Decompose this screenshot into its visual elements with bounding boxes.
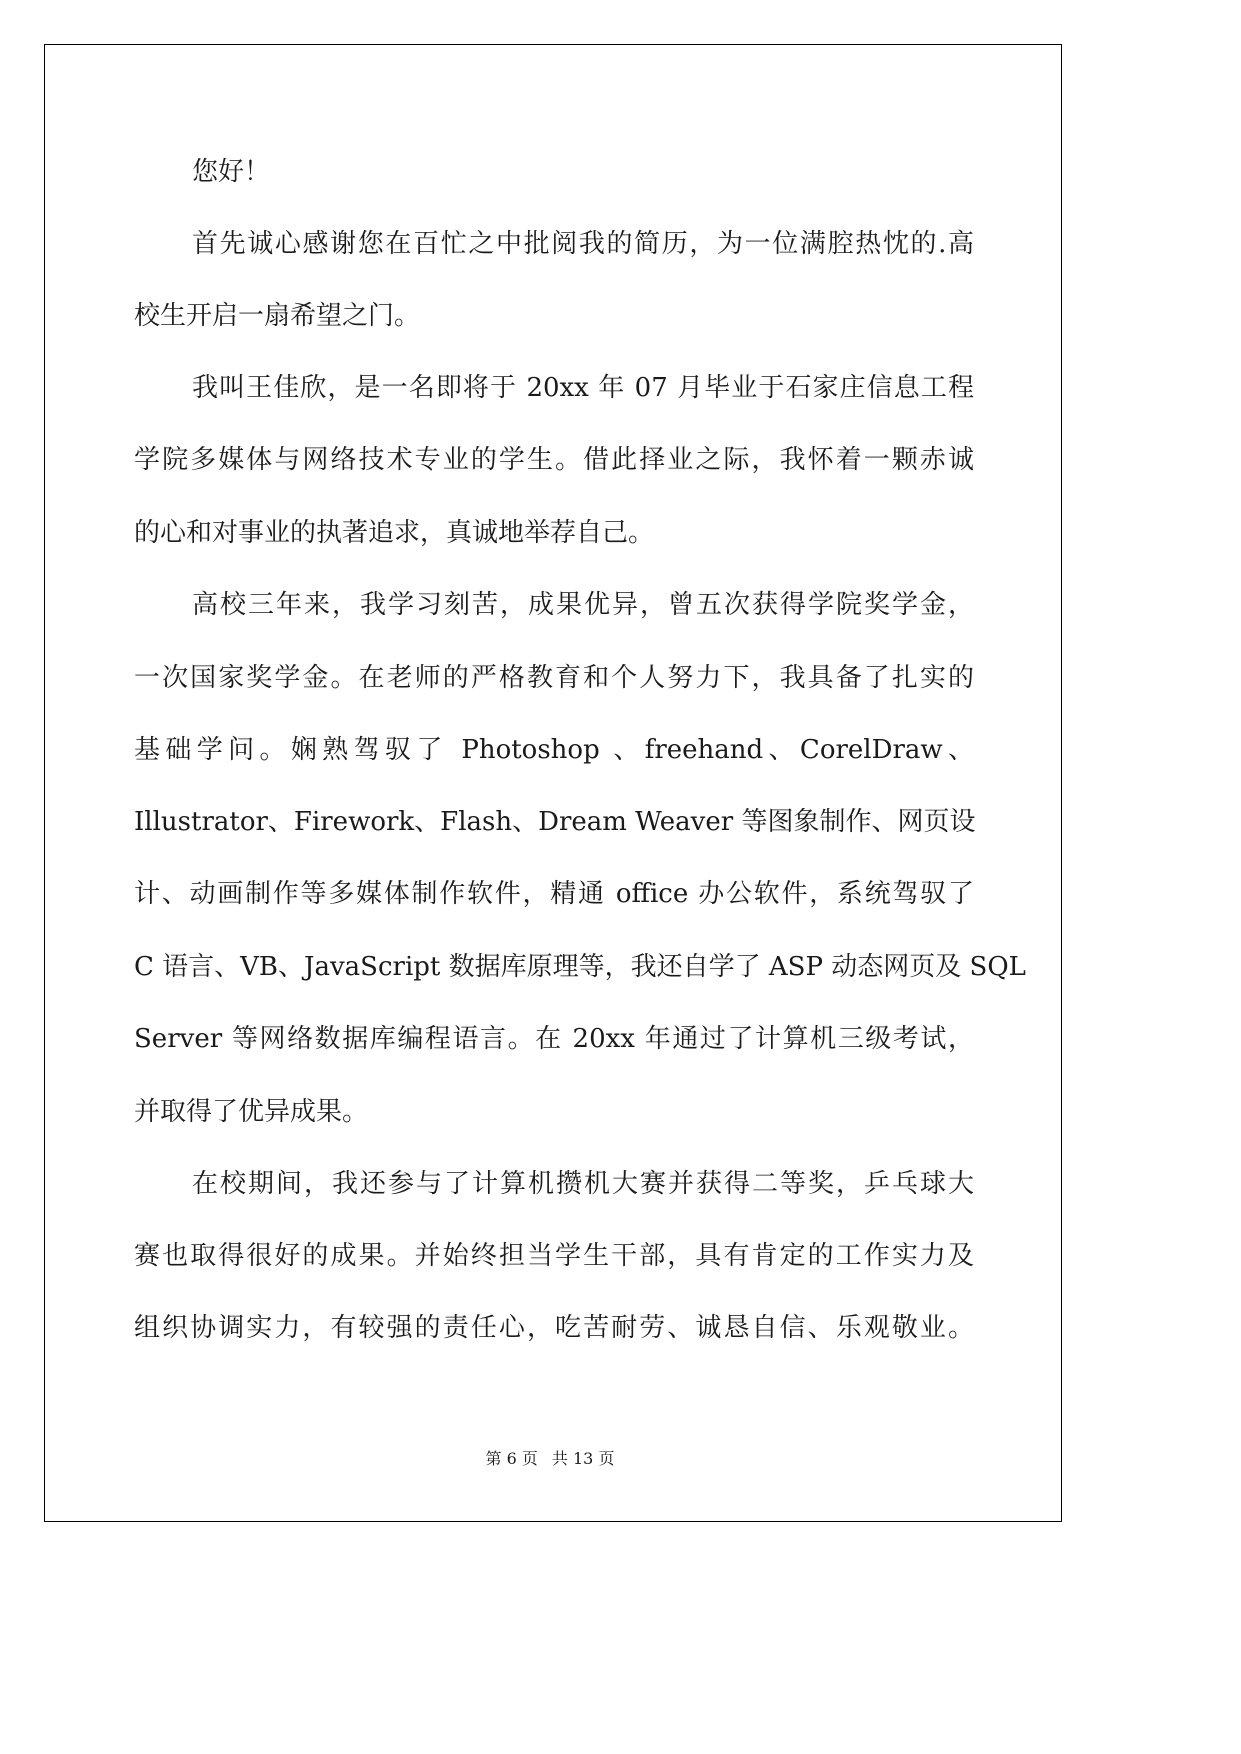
body-line: 我叫王佳欣，是一名即将于 20xx 年 07 月毕业于石家庄信息工程 [192, 373, 974, 403]
body-line: Illustrator、Firework、Flash、Dream Weaver 等图象制作、网页设 [134, 807, 976, 837]
body-line: 基础学问。娴熟驾驭了 Photoshop 、freehand、CorelDraw、 [134, 735, 974, 765]
body-line: 赛也取得很好的成果。并始终担当学生干部，具有肯定的工作实力及 [134, 1241, 974, 1271]
body-line: 校生开启一扇希望之门。 [134, 301, 421, 331]
page-number: 第 6 页 [485, 1449, 538, 1468]
body-line: 一次国家奖学金。在老师的严格教育和个人努力下，我具备了扎实的 [134, 663, 974, 693]
body-line: 在校期间，我还参与了计算机攒机大赛并获得二等奖，乒乓球大 [192, 1169, 974, 1199]
body-line: 计、动画制作等多媒体制作软件，精通 office 办公软件，系统驾驭了 [134, 879, 974, 909]
page-total: 共 13 页 [551, 1449, 615, 1468]
page-footer [0, 1446, 1100, 1469]
body-line: Server 等网络数据库编程语言。在 20xx 年通过了计算机三级考试， [134, 1024, 974, 1054]
body-line: 学院多媒体与网络技术专业的学生。借此择业之际，我怀着一颗赤诚 [134, 445, 974, 475]
body-line: 高校三年来，我学习刻苦，成果优异，曾五次获得学院奖学金， [192, 590, 974, 620]
body-line: 组织协调实力，有较强的责任心，吃苦耐劳、诚恳自信、乐观敬业。 [134, 1313, 974, 1343]
body-line: 的心和对事业的执著追求，真诚地举荐自己。 [134, 518, 655, 548]
page-border [44, 44, 1062, 1522]
greeting-line: 您好！ [192, 157, 271, 187]
body-line: 并取得了优异成果。 [134, 1097, 369, 1127]
body-line: 首先诚心感谢您在百忙之中批阅我的简历，为一位满腔热忱的.高 [192, 229, 974, 259]
body-line: C 语言、VB、JavaScript 数据库原理等，我还自学了 ASP 动态网页及 SQL [134, 952, 1026, 982]
